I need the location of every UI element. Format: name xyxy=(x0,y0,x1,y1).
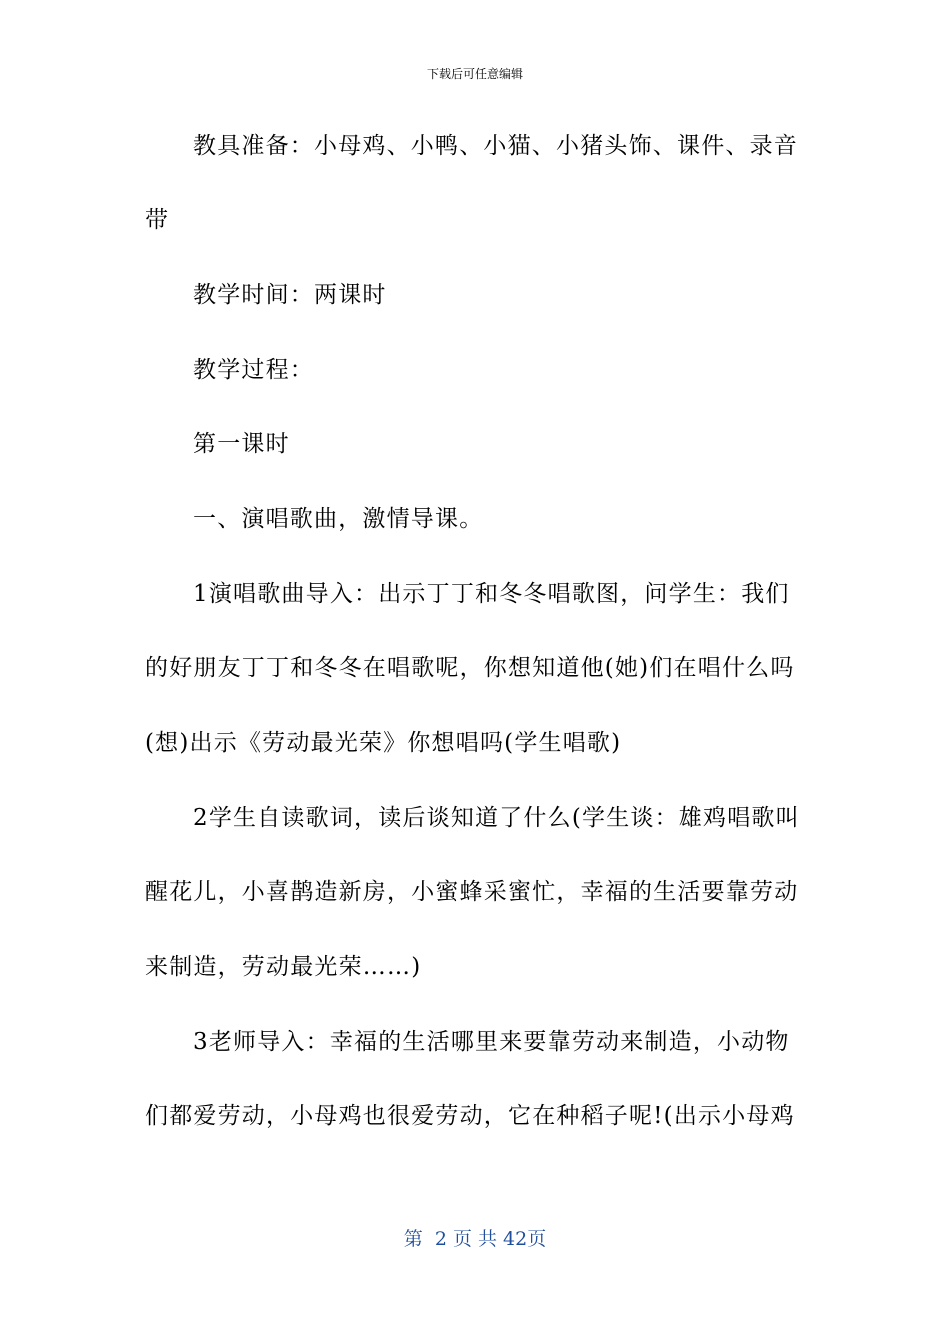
page-header: 下载后可任意编辑 xyxy=(426,67,523,81)
text-line: 醒花儿，小喜鹊造新房，小蜜蜂采蜜忙，幸福的生活要靠劳动 xyxy=(145,879,799,905)
text-line: 1演唱歌曲导入：出示丁丁和冬冬唱歌图，问学生：我们 xyxy=(193,581,790,607)
text-line: 2学生自读歌词，读后谈知道了什么(学生谈：雄鸡唱歌叫 xyxy=(193,805,800,831)
text-line: 教学过程： xyxy=(193,357,314,383)
page-number-footer: 第 2 页 共 42页 xyxy=(403,1228,547,1250)
text-line: 的好朋友丁丁和冬冬在唱歌呢，你想知道他(她)们在唱什么吗 xyxy=(145,655,795,681)
text-line: 教具准备：小母鸡、小鸭、小猫、小猪头饰、课件、录音 xyxy=(193,133,798,159)
text-line: 来制造，劳动最光荣……) xyxy=(145,954,422,980)
text-line: 带 xyxy=(145,207,170,233)
text-line: 教学时间：两课时 xyxy=(193,282,387,308)
text-line: 们都爱劳动，小母鸡也很爱劳动，它在种稻子呢!(出示小母鸡 xyxy=(145,1103,795,1129)
section-heading: 一、演唱歌曲，激情导课。 xyxy=(193,506,484,532)
text-line: 第一课时 xyxy=(193,431,290,457)
text-line: (想)出示《劳动最光荣》你想唱吗(学生唱歌) xyxy=(145,730,622,756)
text-line: 3老师导入：幸福的生活哪里来要靠劳动来制造，小动物 xyxy=(193,1029,790,1055)
